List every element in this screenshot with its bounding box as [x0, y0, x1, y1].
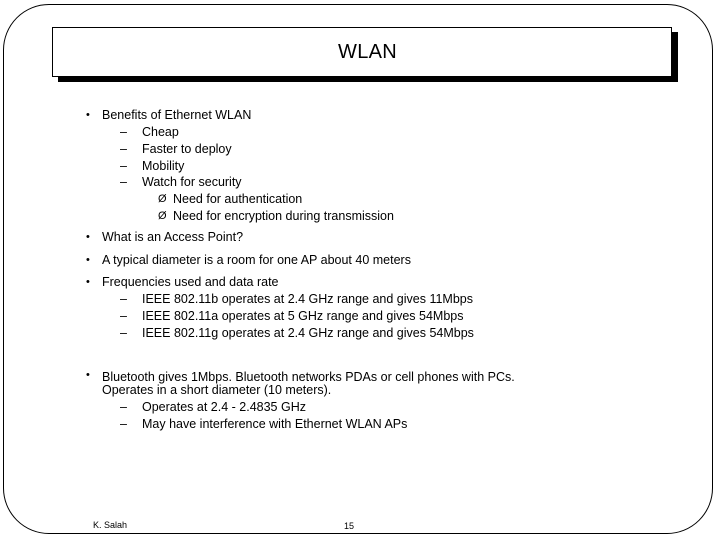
- slide-title: WLAN: [338, 40, 397, 63]
- sub-sub-item-auth: Need for authentication: [173, 192, 303, 206]
- dash-icon: –: [120, 142, 127, 156]
- bullet-bluetooth-cont: Operates in a short diameter (10 meters).: [102, 383, 332, 397]
- dash-icon: –: [120, 292, 127, 306]
- sub-item-faster: Faster to deploy: [142, 142, 232, 156]
- title-box: [52, 27, 672, 77]
- sub-item-security: Watch for security: [142, 175, 242, 189]
- dash-icon: –: [120, 159, 127, 173]
- arrow-icon: Ø: [158, 210, 167, 222]
- bullet-access-point: What is an Access Point?: [102, 230, 244, 244]
- bullet-icon: •: [86, 369, 90, 381]
- dash-icon: –: [120, 175, 127, 189]
- bullet-diameter: A typical diameter is a room for one AP about 40 meters: [102, 253, 411, 267]
- dash-icon: –: [120, 400, 127, 414]
- bullet-benefits: Benefits of Ethernet WLAN: [102, 108, 252, 122]
- bullet-icon: •: [86, 231, 90, 243]
- arrow-icon: Ø: [158, 193, 167, 205]
- sub-sub-item-encryption: Need for encryption during transmission: [173, 209, 394, 223]
- sub-item-80211b: IEEE 802.11b operates at 2.4 GHz range and gives 11Mbps: [142, 292, 473, 306]
- bullet-icon: •: [86, 254, 90, 266]
- bullet-icon: •: [86, 276, 90, 288]
- sub-item-80211a: IEEE 802.11a operates at 5 GHz range and gives 54Mbps: [142, 309, 464, 323]
- sub-item-bt-freq: Operates at 2.4 - 2.4835 GHz: [142, 400, 306, 414]
- dash-icon: –: [120, 417, 127, 431]
- bullet-icon: •: [86, 109, 90, 121]
- sub-item-bt-interference: May have interference with Ethernet WLAN APs: [142, 417, 408, 431]
- sub-item-mobility: Mobility: [142, 159, 185, 173]
- sub-item-cheap: Cheap: [142, 125, 179, 139]
- footer-page-number: 15: [344, 521, 355, 531]
- dash-icon: –: [120, 125, 127, 139]
- dash-icon: –: [120, 326, 127, 340]
- sub-item-80211g: IEEE 802.11g operates at 2.4 GHz range and gives 54Mbps: [142, 326, 474, 340]
- slide-frame: [3, 4, 713, 534]
- footer-author: K. Salah: [93, 520, 128, 530]
- bullet-bluetooth: Bluetooth gives 1Mbps. Bluetooth networks PDAs or cell phones with PCs.: [102, 370, 515, 384]
- dash-icon: –: [120, 309, 127, 323]
- bullet-frequencies: Frequencies used and data rate: [102, 275, 279, 289]
